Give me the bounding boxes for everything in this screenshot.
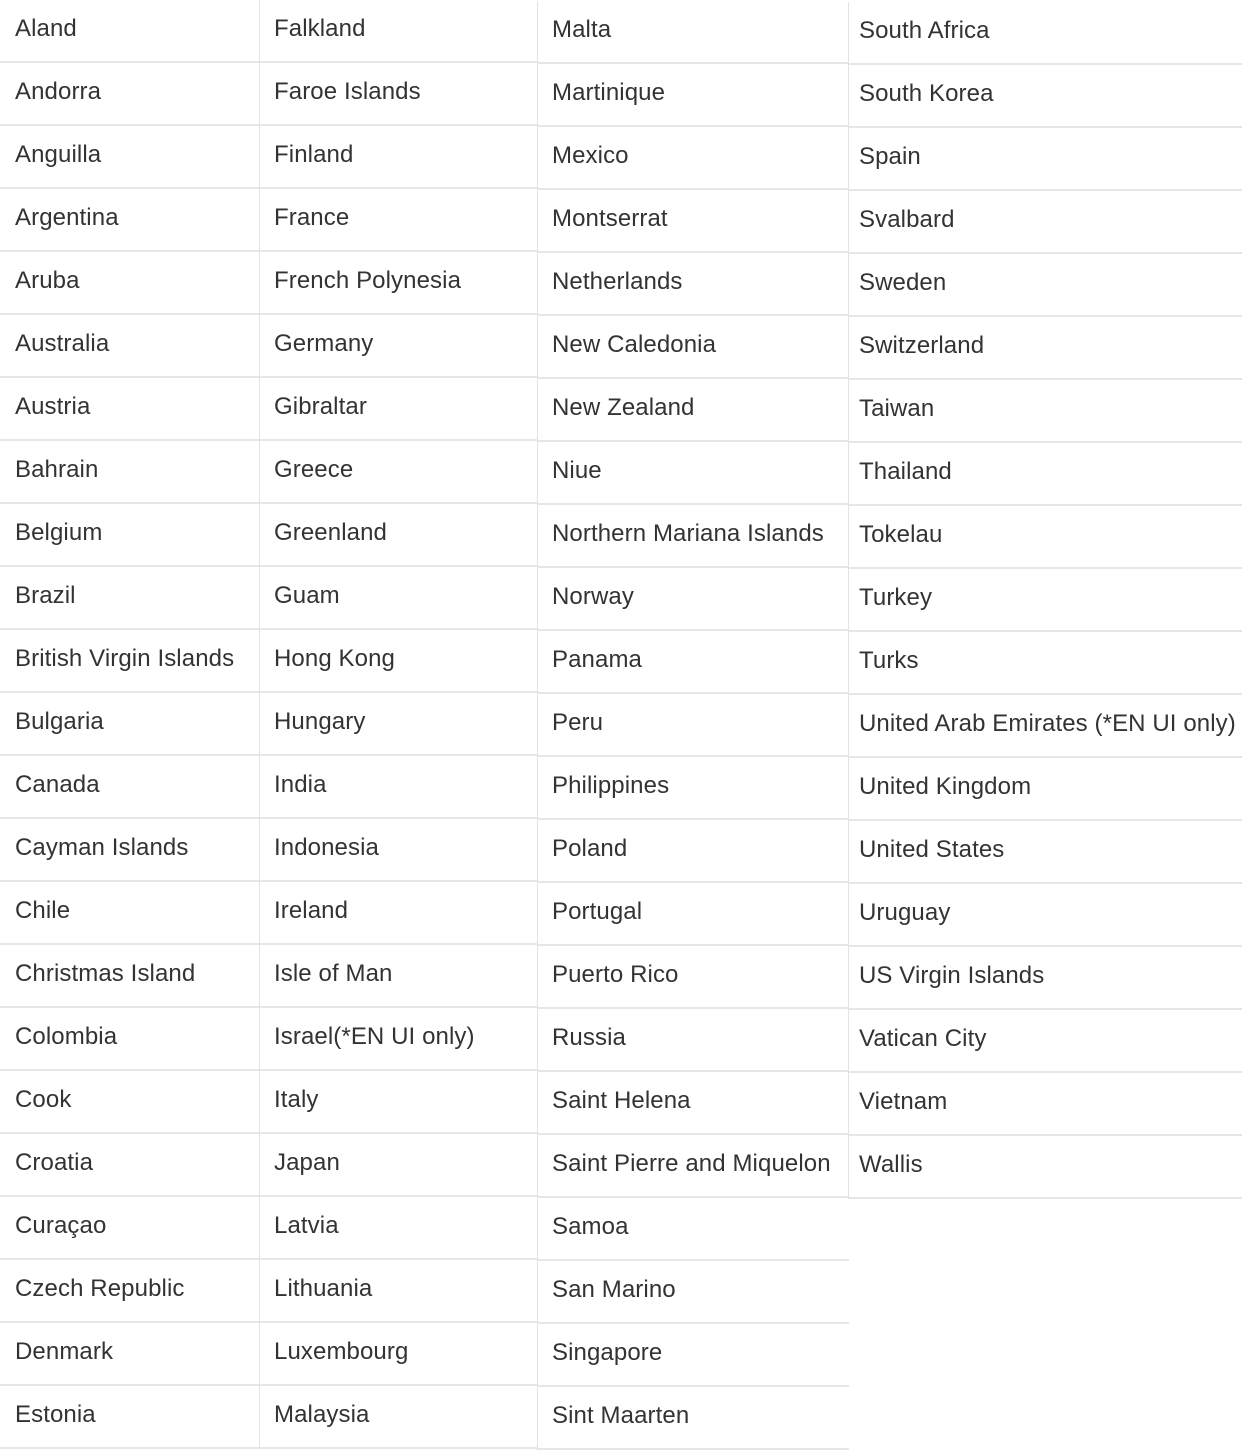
country-cell: Russia [538,1009,849,1072]
country-cell: US Virgin Islands [849,947,1242,1010]
country-cell: Tokelau [849,506,1242,569]
country-cell: Isle of Man [260,945,538,1008]
country-cell: Turks [849,632,1242,695]
country-cell: Sint Maarten [538,1387,849,1450]
country-cell: New Zealand [538,379,849,442]
country-cell: Svalbard [849,191,1242,254]
country-cell: British Virgin Islands [0,630,259,693]
country-column-4 [848,2,1242,1199]
country-cell: Saint Helena [538,1072,849,1135]
country-cell: Colombia [0,1008,259,1071]
country-cell: Singapore [538,1324,849,1387]
country-cell: Austria [0,378,259,441]
country-cell: Cook [0,1071,259,1134]
country-cell: Canada [0,756,259,819]
country-cell: New Caledonia [538,316,849,379]
country-cell: Peru [538,694,849,757]
country-cell: Gibraltar [260,378,538,441]
country-cell: Vatican City [849,1010,1242,1073]
country-cell: Puerto Rico [538,946,849,1009]
country-cell: Norway [538,568,849,631]
country-cell: France [260,189,538,252]
country-cell: Israel(*EN UI only) [260,1008,538,1071]
country-cell: South Korea [849,65,1242,128]
country-cell: Belgium [0,504,259,567]
country-cell: Curaçao [0,1197,259,1260]
country-cell: Bulgaria [0,693,259,756]
country-cell: Samoa [538,1198,849,1261]
country-cell: Uruguay [849,884,1242,947]
country-cell: Thailand [849,443,1242,506]
country-cell: Netherlands [538,253,849,316]
country-cell: Finland [260,126,538,189]
country-cell: Hungary [260,693,538,756]
country-cell: Sweden [849,254,1242,317]
country-cell: Lithuania [260,1260,538,1323]
country-cell: Taiwan [849,380,1242,443]
country-cell: Croatia [0,1134,259,1197]
country-cell: Luxembourg [260,1323,538,1386]
country-cell: Japan [260,1134,538,1197]
country-cell: Northern Mariana Islands [538,505,849,568]
country-cell: Greenland [260,504,538,567]
country-cell: Malaysia [260,1386,538,1449]
country-cell: Andorra [0,63,259,126]
country-cell: United Kingdom [849,758,1242,821]
country-cell: Anguilla [0,126,259,189]
country-cell: Martinique [538,64,849,127]
country-cell: Spain [849,128,1242,191]
country-cell: Mexico [538,127,849,190]
country-cell: Hong Kong [260,630,538,693]
country-cell: Portugal [538,883,849,946]
country-cell: Argentina [0,189,259,252]
country-cell: Indonesia [260,819,538,882]
country-cell: Niue [538,442,849,505]
country-cell: Greece [260,441,538,504]
country-cell: Cayman Islands [0,819,259,882]
country-cell: Switzerland [849,317,1242,380]
country-cell: Malta [538,1,849,64]
country-cell: Aruba [0,252,259,315]
country-cell: Czech Republic [0,1260,259,1323]
country-column-2 [259,0,538,1449]
country-cell: Bahrain [0,441,259,504]
country-cell: Wallis [849,1136,1242,1199]
country-cell: Philippines [538,757,849,820]
country-cell: Guam [260,567,538,630]
country-cell: United Arab Emirates (*EN UI only) [849,695,1242,758]
country-cell: Poland [538,820,849,883]
country-cell: Saint Pierre and Miquelon [538,1135,849,1198]
country-cell: Aland [0,0,259,63]
country-cell: Australia [0,315,259,378]
country-cell: Denmark [0,1323,259,1386]
country-cell: Christmas Island [0,945,259,1008]
country-cell: Turkey [849,569,1242,632]
country-cell: San Marino [538,1261,849,1324]
country-cell: South Africa [849,2,1242,65]
country-cell: Falkland [260,0,538,63]
country-cell: Latvia [260,1197,538,1260]
country-cell: Germany [260,315,538,378]
country-column-3 [537,1,849,1450]
country-cell: French Polynesia [260,252,538,315]
country-cell: Chile [0,882,259,945]
country-cell: Vietnam [849,1073,1242,1136]
country-cell: Panama [538,631,849,694]
country-cell: Italy [260,1071,538,1134]
country-cell: Montserrat [538,190,849,253]
country-cell: Faroe Islands [260,63,538,126]
country-cell: United States [849,821,1242,884]
country-cell: Ireland [260,882,538,945]
country-cell: Brazil [0,567,259,630]
country-column-1 [0,0,259,1449]
country-cell: India [260,756,538,819]
country-cell: Estonia [0,1386,259,1449]
